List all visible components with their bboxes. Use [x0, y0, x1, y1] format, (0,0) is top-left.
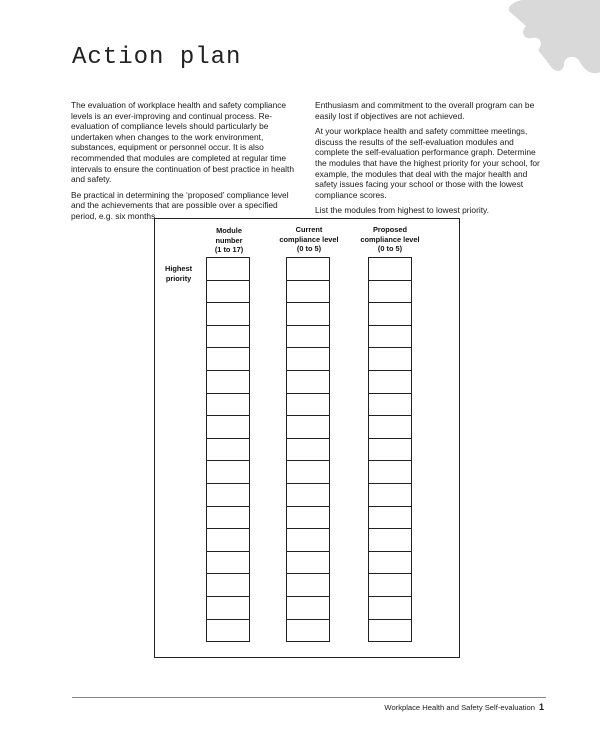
priority-line: priority	[165, 273, 192, 283]
current-compliance-cell[interactable]	[286, 596, 330, 620]
proposed-compliance-cell[interactable]	[368, 573, 412, 597]
proposed-compliance-cell[interactable]	[368, 528, 412, 552]
proposed-compliance-cell[interactable]	[368, 280, 412, 304]
module-number-cell[interactable]	[206, 506, 250, 530]
intro-paragraph: The evaluation of workplace health and safety compliance levels is an ever-improving and continual process. Re-evaluation of compliance levels should particularly be undertaken when changes to the work environment, substances, equipment or personnel occur. It is also recommended that modules are completed at regular time intervals to ensure the continuation of best practice in health and safety.	[71, 100, 295, 185]
action-plan-table	[154, 218, 460, 658]
header-line: Module	[216, 226, 242, 235]
module-number-cell[interactable]	[206, 528, 250, 552]
proposed-compliance-cell[interactable]	[368, 438, 412, 462]
proposed-compliance-cell[interactable]	[368, 506, 412, 530]
header-line: compliance level	[360, 234, 420, 244]
proposed-compliance-cell[interactable]	[368, 483, 412, 507]
current-compliance-cell[interactable]	[286, 438, 330, 462]
footer-text: Workplace Health and Safety Self-evaluation	[384, 703, 535, 712]
proposed-compliance-cell[interactable]	[368, 370, 412, 394]
intro-paragraph: Enthusiasm and commitment to the overall program can be easily lost if objectives are not achieved.	[315, 100, 535, 121]
proposed-compliance-column	[368, 257, 412, 642]
current-compliance-cell[interactable]	[286, 257, 330, 281]
proposed-compliance-cell[interactable]	[368, 347, 412, 371]
module-number-cell[interactable]	[206, 438, 250, 462]
page-footer	[384, 702, 544, 712]
current-compliance-cell[interactable]	[286, 302, 330, 326]
proposed-compliance-cell[interactable]	[368, 551, 412, 575]
proposed-compliance-cell[interactable]	[368, 596, 412, 620]
proposed-compliance-cell[interactable]	[368, 325, 412, 349]
current-compliance-cell[interactable]	[286, 325, 330, 349]
proposed-compliance-cell[interactable]	[368, 257, 412, 281]
proposed-compliance-cell[interactable]	[368, 619, 412, 643]
highest-priority-label	[165, 264, 192, 283]
proposed-compliance-cell[interactable]	[368, 415, 412, 439]
header-line: Current	[295, 225, 323, 234]
current-compliance-cell[interactable]	[286, 551, 330, 575]
module-number-cell[interactable]	[206, 619, 250, 643]
current-compliance-cell[interactable]	[286, 280, 330, 304]
priority-line: Highest	[165, 264, 193, 273]
current-compliance-cell[interactable]	[286, 528, 330, 552]
module-number-cell[interactable]	[206, 302, 250, 326]
current-compliance-cell[interactable]	[286, 460, 330, 484]
page-title: Action plan	[72, 44, 242, 71]
module-number-cell[interactable]	[206, 393, 250, 417]
module-number-cell[interactable]	[206, 325, 250, 349]
current-compliance-cell[interactable]	[286, 370, 330, 394]
current-compliance-cell[interactable]	[286, 415, 330, 439]
module-number-cell[interactable]	[206, 370, 250, 394]
intro-paragraph: At your workplace health and safety committee meetings, discuss the results of the self-evaluation modules and complete the self-evaluation performance graph. Determine the modules that have the highest priority for your school, for example, the modules that deal with the major health and safety issues facing your school or those with the lowest compliance scores.	[315, 126, 540, 200]
page-number: 1	[538, 702, 544, 712]
proposed-compliance-cell[interactable]	[368, 460, 412, 484]
module-number-cell[interactable]	[206, 415, 250, 439]
current-compliance-cell[interactable]	[286, 393, 330, 417]
intro-right-column	[315, 100, 543, 221]
current-compliance-cell[interactable]	[286, 347, 330, 371]
current-compliance-cell[interactable]	[286, 619, 330, 643]
module-number-cell[interactable]	[206, 596, 250, 620]
current-compliance-cell[interactable]	[286, 483, 330, 507]
intro-paragraph: List the modules from highest to lowest priority.	[315, 205, 489, 216]
module-number-cell[interactable]	[206, 347, 250, 371]
header-line: compliance level	[279, 234, 339, 244]
header-line: (1 to 17)	[214, 245, 244, 254]
module-number-cell[interactable]	[206, 551, 250, 575]
module-number-column	[206, 257, 250, 642]
current-compliance-cell[interactable]	[286, 506, 330, 530]
current-compliance-header	[267, 225, 351, 254]
module-number-cell[interactable]	[206, 573, 250, 597]
current-compliance-column	[286, 257, 330, 642]
module-number-header	[205, 226, 253, 255]
proposed-compliance-header	[348, 225, 432, 254]
module-number-cell[interactable]	[206, 460, 250, 484]
puzzle-piece-icon	[500, 0, 600, 75]
footer-rule	[72, 697, 546, 698]
intro-left-column	[71, 100, 299, 227]
header-line: (0 to 5)	[296, 244, 322, 253]
intro-paragraph: Be practical in determining the ‘proposed’ compliance level and the achievements that are possible over a specified period, e.g. six months.	[71, 189, 289, 221]
module-number-cell[interactable]	[206, 483, 250, 507]
proposed-compliance-cell[interactable]	[368, 393, 412, 417]
module-number-cell[interactable]	[206, 280, 250, 304]
header-line: Proposed	[372, 225, 408, 234]
header-line: number	[215, 235, 243, 245]
header-line: (0 to 5)	[377, 244, 403, 253]
current-compliance-cell[interactable]	[286, 573, 330, 597]
proposed-compliance-cell[interactable]	[368, 302, 412, 326]
module-number-cell[interactable]	[206, 257, 250, 281]
